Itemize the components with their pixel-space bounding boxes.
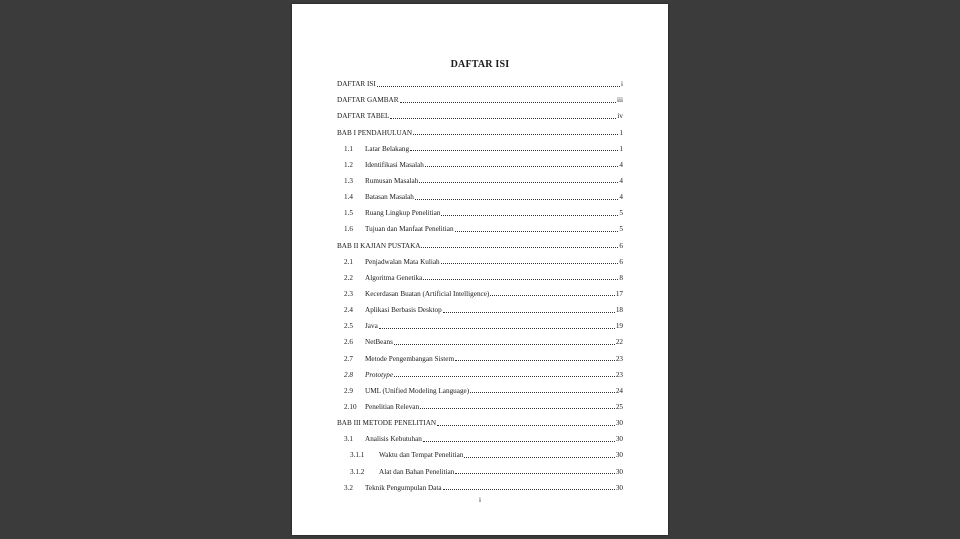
toc-entry-label: Algoritma Genetika bbox=[365, 273, 423, 282]
toc-entry-number: 3.1.1 bbox=[350, 451, 365, 460]
toc-dot-leader bbox=[419, 182, 618, 183]
toc-entry-number: 2.1 bbox=[344, 257, 353, 266]
toc-entry-label: Metode Pengembangan Sistem bbox=[365, 354, 455, 363]
toc-entry-number: 3.1.2 bbox=[350, 467, 365, 476]
toc-entry[interactable] bbox=[292, 106, 668, 122]
toc-entry-line bbox=[344, 306, 623, 314]
toc-entry-number: 1.3 bbox=[344, 176, 353, 185]
toc-entry-label: DAFTAR TABEL bbox=[337, 112, 390, 121]
toc-entry[interactable] bbox=[292, 316, 668, 332]
toc-entry-label: Waktu dan Tempat Penelitian bbox=[379, 451, 464, 460]
toc-entry-line bbox=[337, 129, 623, 137]
toc-entry-line bbox=[350, 468, 623, 476]
toc-entry-number: 3.2 bbox=[344, 483, 353, 492]
toc-entry[interactable] bbox=[292, 268, 668, 284]
toc-entry-label: NetBeans bbox=[365, 338, 393, 347]
toc-entry-line bbox=[337, 112, 623, 120]
toc-entry-line bbox=[337, 96, 623, 104]
toc-entry[interactable] bbox=[292, 381, 668, 397]
toc-entry-page: 1 bbox=[619, 144, 623, 153]
toc-dot-leader bbox=[390, 118, 616, 119]
toc-entry-number: 1.4 bbox=[344, 193, 353, 202]
toc-entry-line bbox=[350, 451, 623, 459]
toc-entry-label: Penjadwalan Mata Kuliah bbox=[365, 257, 440, 266]
toc-entry-label: Prototype bbox=[365, 370, 394, 379]
toc-entry-number: 1.1 bbox=[344, 144, 353, 153]
toc-entry-line bbox=[337, 80, 623, 88]
toc-entry-line bbox=[344, 338, 623, 346]
toc-entry[interactable] bbox=[292, 171, 668, 187]
toc-entry-label: Identifikasi Masalah bbox=[365, 160, 424, 169]
toc-entry[interactable] bbox=[292, 219, 668, 235]
toc-entry-line bbox=[344, 387, 623, 395]
toc-entry[interactable] bbox=[292, 155, 668, 171]
toc-entry[interactable] bbox=[292, 461, 668, 477]
toc-dot-leader bbox=[423, 279, 618, 280]
toc-entry-label: Rumusan Masalah bbox=[365, 176, 419, 185]
toc-entry-number: 2.3 bbox=[344, 289, 353, 298]
toc-entry-label: Analisis Kebutuhan bbox=[365, 435, 422, 444]
toc-entry[interactable] bbox=[292, 235, 668, 251]
toc-entry-label: BAB I PENDAHULUAN bbox=[337, 128, 413, 137]
toc-entry-line bbox=[344, 435, 623, 443]
toc-entry[interactable] bbox=[292, 397, 668, 413]
toc-entry-line bbox=[344, 274, 623, 282]
toc-entry-number: 2.4 bbox=[344, 306, 353, 315]
toc-entry-number: 1.2 bbox=[344, 160, 353, 169]
toc-entry[interactable] bbox=[292, 139, 668, 155]
toc-dot-leader bbox=[410, 150, 618, 151]
toc-entry[interactable] bbox=[292, 348, 668, 364]
toc-entry-label: Ruang Lingkup Penelitian bbox=[365, 209, 441, 218]
toc-entry[interactable] bbox=[292, 74, 668, 90]
toc-entry-line bbox=[344, 403, 623, 411]
document-page bbox=[292, 4, 668, 535]
toc-entry-page: 17 bbox=[615, 289, 623, 298]
toc-entry[interactable] bbox=[292, 122, 668, 138]
page-title: DAFTAR ISI bbox=[450, 59, 510, 70]
toc-entry-page: 19 bbox=[615, 322, 623, 331]
toc-dot-leader bbox=[455, 231, 619, 232]
toc-entry-number: 2.6 bbox=[344, 338, 353, 347]
toc-entry[interactable] bbox=[292, 429, 668, 445]
toc-entry-page: iii bbox=[617, 96, 623, 105]
toc-dot-leader bbox=[420, 408, 615, 409]
toc-entry-label: Kecerdasan Buatan (Artificial Intelligence) bbox=[365, 289, 490, 298]
toc-dot-leader bbox=[394, 376, 615, 377]
toc-entry[interactable] bbox=[292, 203, 668, 219]
toc-entry-number: 2.5 bbox=[344, 322, 353, 331]
toc-entry-page: 8 bbox=[619, 273, 623, 282]
toc-entry-label: Penelitian Relevan bbox=[365, 402, 420, 411]
toc-dot-leader bbox=[415, 199, 619, 200]
toc-entry-label: DAFTAR ISI bbox=[337, 80, 376, 89]
toc-entry[interactable] bbox=[292, 284, 668, 300]
toc-dot-leader bbox=[470, 392, 615, 393]
toc-entry-page: 30 bbox=[615, 483, 623, 492]
toc-entry-line bbox=[344, 258, 623, 266]
toc-entry-number: 3.1 bbox=[344, 435, 353, 444]
toc-entry-label: Batasan Masalah bbox=[365, 193, 414, 202]
toc-entry-number: 2.9 bbox=[344, 386, 353, 395]
toc-entry[interactable] bbox=[292, 365, 668, 381]
toc-entry-number: 1.5 bbox=[344, 209, 353, 218]
toc-entry-label: BAB III METODE PENELITIAN bbox=[337, 419, 437, 428]
toc-entry-label: Aplikasi Berbasis Desktop bbox=[365, 306, 442, 315]
toc-entry-page: i bbox=[621, 80, 623, 89]
toc-entry-label: Teknik Pengumpulan Data bbox=[365, 483, 442, 492]
toc-dot-leader bbox=[441, 263, 619, 264]
toc-entry-line bbox=[344, 161, 623, 169]
toc-entry-line bbox=[344, 322, 623, 330]
toc-entry-page: 5 bbox=[619, 225, 623, 234]
toc-entry-label: BAB II KAJIAN PUSTAKA bbox=[337, 241, 421, 250]
toc-dot-leader bbox=[377, 86, 620, 87]
table-of-contents bbox=[292, 74, 668, 494]
toc-entry-line bbox=[344, 484, 623, 492]
toc-entry-page: 5 bbox=[619, 209, 623, 218]
toc-entry-line bbox=[344, 225, 623, 233]
toc-entry-label: Java bbox=[365, 322, 378, 331]
toc-entry-page: 4 bbox=[619, 160, 623, 169]
toc-dot-leader bbox=[400, 102, 616, 103]
toc-entry[interactable] bbox=[292, 478, 668, 494]
toc-entry-number: 1.6 bbox=[344, 225, 353, 234]
toc-entry-label: UML (Unified Modeling Language) bbox=[365, 386, 470, 395]
toc-entry-line bbox=[344, 193, 623, 201]
toc-entry-page: 30 bbox=[615, 467, 623, 476]
toc-entry-line bbox=[344, 290, 623, 298]
toc-entry-line bbox=[337, 419, 623, 427]
toc-entry[interactable] bbox=[292, 332, 668, 348]
toc-entry[interactable] bbox=[292, 413, 668, 429]
toc-entry-page: iv bbox=[617, 112, 623, 121]
page-number-footer: i bbox=[479, 496, 481, 504]
toc-entry-page: 24 bbox=[615, 386, 623, 395]
toc-entry-page: 25 bbox=[615, 402, 623, 411]
toc-entry-page: 22 bbox=[615, 338, 623, 347]
toc-dot-leader bbox=[443, 489, 615, 490]
toc-entry-page: 4 bbox=[619, 193, 623, 202]
toc-entry-number: 2.7 bbox=[344, 354, 353, 363]
toc-entry[interactable] bbox=[292, 445, 668, 461]
toc-dot-leader bbox=[421, 247, 618, 248]
toc-entry[interactable] bbox=[292, 187, 668, 203]
toc-entry-page: 1 bbox=[619, 128, 623, 137]
toc-dot-leader bbox=[464, 457, 614, 458]
toc-entry-line bbox=[337, 242, 623, 250]
toc-entry[interactable] bbox=[292, 252, 668, 268]
toc-entry-label: Alat dan Bahan Penelitian bbox=[379, 467, 455, 476]
toc-entry-page: 30 bbox=[615, 451, 623, 460]
toc-entry-page: 6 bbox=[619, 241, 623, 250]
toc-entry-page: 6 bbox=[619, 257, 623, 266]
toc-dot-leader bbox=[443, 312, 615, 313]
toc-entry-label: Tujuan dan Manfaat Penelitian bbox=[365, 225, 454, 234]
toc-entry-page: 23 bbox=[615, 354, 623, 363]
toc-dot-leader bbox=[425, 166, 619, 167]
toc-entry-page: 30 bbox=[615, 435, 623, 444]
toc-dot-leader bbox=[423, 441, 615, 442]
toc-dot-leader bbox=[490, 295, 614, 296]
toc-dot-leader bbox=[455, 473, 615, 474]
toc-entry-label: DAFTAR GAMBAR bbox=[337, 96, 399, 105]
toc-entry-line bbox=[344, 371, 623, 379]
toc-entry-line bbox=[344, 355, 623, 363]
toc-entry-line bbox=[344, 177, 623, 185]
toc-entry-label: Latar Belakang bbox=[365, 144, 410, 153]
toc-entry-page: 4 bbox=[619, 176, 623, 185]
toc-entry-page: 18 bbox=[615, 306, 623, 315]
toc-entry-page: 23 bbox=[615, 370, 623, 379]
toc-dot-leader bbox=[437, 425, 615, 426]
toc-entry[interactable] bbox=[292, 90, 668, 106]
toc-entry-line bbox=[344, 209, 623, 217]
toc-dot-leader bbox=[379, 328, 615, 329]
toc-dot-leader bbox=[441, 215, 618, 216]
toc-entry-number: 2.2 bbox=[344, 273, 353, 282]
toc-entry[interactable] bbox=[292, 300, 668, 316]
toc-dot-leader bbox=[455, 360, 615, 361]
toc-entry-number: 2.10 bbox=[344, 402, 357, 411]
toc-dot-leader bbox=[394, 344, 615, 345]
toc-entry-line bbox=[344, 145, 623, 153]
toc-entry-page: 30 bbox=[615, 419, 623, 428]
toc-entry-number: 2.8 bbox=[344, 370, 353, 379]
toc-dot-leader bbox=[413, 134, 618, 135]
